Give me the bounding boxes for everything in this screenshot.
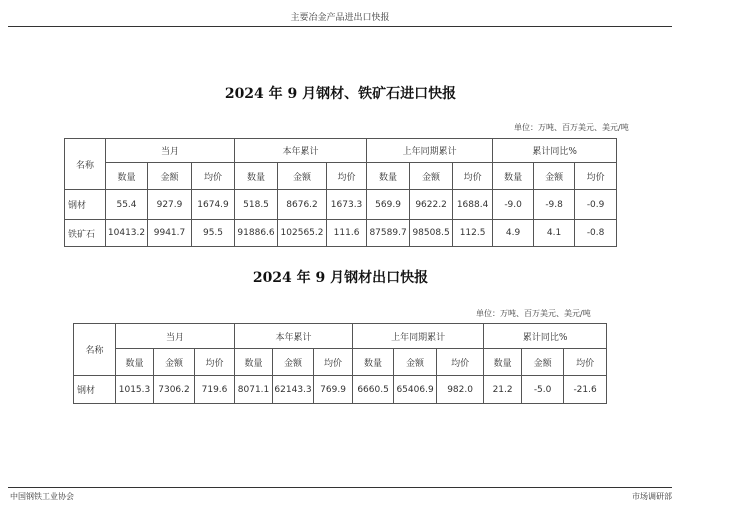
page-footer [8, 487, 672, 502]
cell-value: 4.9 [493, 220, 534, 247]
subheader-amount: 金额 [278, 163, 327, 190]
import-report-title: 2024 年 9 月钢材、铁矿石进口快报 [224, 86, 457, 102]
subheader-quantity: 数量 [106, 163, 148, 190]
row-label: 钢材 [65, 190, 106, 220]
cell-value: 112.5 [453, 220, 493, 247]
subheader-amount: 金额 [522, 349, 564, 376]
page-header-text: 主要冶金产品进出口快报 [290, 13, 390, 23]
group-header-yoy-percent: 累计同比% [493, 139, 617, 163]
subheader-quantity: 数量 [484, 349, 522, 376]
cell-value: 87589.7 [367, 220, 410, 247]
export-report-table [73, 323, 607, 404]
subheader-quantity: 数量 [235, 163, 278, 190]
cell-value: 1688.4 [453, 190, 493, 220]
import-unit-note: 单位：万吨、百万美元、美元/吨 [514, 123, 629, 132]
name-column-header: 名称 [65, 139, 106, 190]
cell-value: 8071.1 [235, 376, 273, 404]
cell-value: 927.9 [148, 190, 192, 220]
cell-value: 1674.9 [192, 190, 235, 220]
cell-value: -9.0 [493, 190, 534, 220]
table-row [65, 220, 617, 247]
subheader-avg-price: 均价 [195, 349, 235, 376]
cell-value: 95.5 [192, 220, 235, 247]
row-label: 铁矿石 [65, 220, 106, 247]
cell-value: 98508.5 [410, 220, 453, 247]
cell-value: 62143.3 [273, 376, 314, 404]
subheader-avg-price: 均价 [192, 163, 235, 190]
cell-value: 1015.3 [116, 376, 154, 404]
import-subheader-row [65, 163, 617, 190]
cell-value: -9.8 [534, 190, 575, 220]
subheader-quantity: 数量 [116, 349, 154, 376]
subheader-amount: 金额 [534, 163, 575, 190]
cell-value: 8676.2 [278, 190, 327, 220]
footer-department: 市场调研部 [632, 492, 672, 501]
subheader-avg-price: 均价 [437, 349, 484, 376]
cell-value: 102565.2 [278, 220, 327, 247]
cell-value: 7306.2 [154, 376, 195, 404]
import-report-table [64, 138, 617, 247]
cell-value: 518.5 [235, 190, 278, 220]
subheader-avg-price: 均价 [564, 349, 607, 376]
group-header-yoy-percent: 累计同比% [484, 324, 607, 349]
group-header-current-month: 当月 [106, 139, 235, 163]
subheader-quantity: 数量 [493, 163, 534, 190]
footer-organization: 中国钢铁工业协会 [10, 492, 74, 501]
export-unit-note: 单位：万吨、百万美元、美元/吨 [476, 309, 591, 318]
subheader-avg-price: 均价 [314, 349, 353, 376]
cell-value: 6660.5 [353, 376, 394, 404]
group-header-current-month: 当月 [116, 324, 235, 349]
table-row [74, 376, 607, 404]
subheader-quantity: 数量 [353, 349, 394, 376]
cell-value: 9941.7 [148, 220, 192, 247]
subheader-avg-price: 均价 [575, 163, 617, 190]
cell-value: -0.8 [575, 220, 617, 247]
row-label: 钢材 [74, 376, 116, 404]
cell-value: 55.4 [106, 190, 148, 220]
subheader-avg-price: 均价 [327, 163, 367, 190]
subheader-amount: 金额 [394, 349, 437, 376]
subheader-quantity: 数量 [235, 349, 273, 376]
subheader-amount: 金额 [148, 163, 192, 190]
cell-value: -0.9 [575, 190, 617, 220]
subheader-amount: 金额 [154, 349, 195, 376]
cell-value: 111.6 [327, 220, 367, 247]
cell-value: -5.0 [522, 376, 564, 404]
export-subheader-row [74, 349, 607, 376]
cell-value: 719.6 [195, 376, 235, 404]
cell-value: 10413.2 [106, 220, 148, 247]
subheader-quantity: 数量 [367, 163, 410, 190]
cell-value: 569.9 [367, 190, 410, 220]
cell-value: -21.6 [564, 376, 607, 404]
cell-value: 21.2 [484, 376, 522, 404]
cell-value: 982.0 [437, 376, 484, 404]
subheader-avg-price: 均价 [453, 163, 493, 190]
cell-value: 91886.6 [235, 220, 278, 247]
page-header [8, 10, 672, 27]
name-column-header: 名称 [74, 324, 116, 376]
cell-value: 9622.2 [410, 190, 453, 220]
table-row [65, 190, 617, 220]
subheader-amount: 金额 [273, 349, 314, 376]
cell-value: 65406.9 [394, 376, 437, 404]
subheader-amount: 金额 [410, 163, 453, 190]
cell-value: 4.1 [534, 220, 575, 247]
group-header-year-to-date: 本年累计 [235, 139, 367, 163]
cell-value: 769.9 [314, 376, 353, 404]
group-header-year-to-date: 本年累计 [235, 324, 353, 349]
export-report-title: 2024 年 9 月钢材出口快报 [252, 270, 429, 286]
cell-value: 1673.3 [327, 190, 367, 220]
group-header-last-year-ytd: 上年同期累计 [353, 324, 484, 349]
group-header-last-year-ytd: 上年同期累计 [367, 139, 493, 163]
